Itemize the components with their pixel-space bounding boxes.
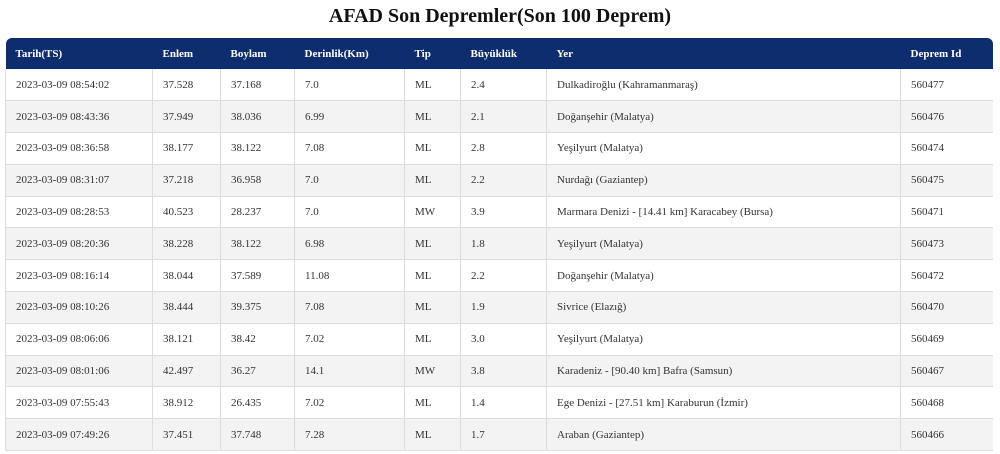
cell-event-id: 560471 [901, 196, 994, 228]
cell-depth: 7.0 [295, 69, 405, 101]
cell-latitude: 38.177 [153, 133, 221, 165]
cell-date: 2023-03-09 08:54:02 [6, 69, 153, 101]
cell-location: Yeşilyurt (Malatya) [547, 228, 901, 260]
cell-date: 2023-03-09 08:16:14 [6, 260, 153, 292]
table-row[interactable] [6, 228, 994, 260]
cell-location: Marmara Denizi - [14.41 km] Karacabey (Bursa) [547, 196, 901, 228]
column-header-type[interactable]: Tip [414, 47, 431, 60]
cell-depth: 14.1 [295, 355, 405, 387]
table-row[interactable] [6, 101, 994, 133]
cell-longitude: 38.122 [221, 133, 295, 165]
cell-depth: 11.08 [295, 260, 405, 292]
cell-date: 2023-03-09 07:49:26 [6, 419, 153, 451]
earthquake-table [5, 38, 993, 451]
cell-event-id: 560474 [901, 133, 994, 165]
cell-magnitude: 1.8 [461, 228, 547, 260]
cell-type: ML [405, 101, 461, 133]
cell-magnitude: 1.4 [461, 387, 547, 419]
cell-magnitude: 1.9 [461, 292, 547, 324]
table-row[interactable] [6, 292, 994, 324]
cell-latitude: 37.451 [153, 419, 221, 451]
cell-latitude: 42.497 [153, 355, 221, 387]
cell-latitude: 37.949 [153, 101, 221, 133]
cell-latitude: 38.228 [153, 228, 221, 260]
column-header-depth[interactable]: Derinlik(Km) [304, 47, 369, 60]
table-row[interactable] [6, 133, 994, 165]
table-row[interactable] [6, 196, 994, 228]
cell-longitude: 37.748 [221, 419, 295, 451]
cell-longitude: 37.589 [221, 260, 295, 292]
cell-location: Ege Denizi - [27.51 km] Karaburun (İzmir) [547, 387, 901, 419]
cell-magnitude: 1.7 [461, 419, 547, 451]
cell-date: 2023-03-09 08:28:53 [6, 196, 153, 228]
cell-longitude: 37.168 [221, 69, 295, 101]
cell-date: 2023-03-09 08:36:58 [6, 133, 153, 165]
cell-event-id: 560473 [901, 228, 994, 260]
cell-event-id: 560476 [901, 101, 994, 133]
table-body [6, 69, 994, 451]
cell-type: MW [405, 196, 461, 228]
cell-longitude: 36.958 [221, 164, 295, 196]
cell-latitude: 37.218 [153, 164, 221, 196]
table-row[interactable] [6, 323, 994, 355]
column-header-latitude[interactable]: Enlem [162, 47, 194, 60]
column-header-event-id[interactable]: Deprem Id [910, 47, 962, 60]
earthquake-table-container[interactable] [5, 38, 993, 454]
cell-magnitude: 2.1 [461, 101, 547, 133]
cell-type: ML [405, 323, 461, 355]
cell-type: ML [405, 292, 461, 324]
cell-event-id: 560469 [901, 323, 994, 355]
cell-location: Yeşilyurt (Malatya) [547, 133, 901, 165]
cell-event-id: 560468 [901, 387, 994, 419]
cell-type: ML [405, 260, 461, 292]
cell-event-id: 560470 [901, 292, 994, 324]
cell-event-id: 560475 [901, 164, 994, 196]
table-header-row [6, 38, 994, 69]
cell-event-id: 560477 [901, 69, 994, 101]
cell-location: Karadeniz - [90.40 km] Bafra (Samsun) [547, 355, 901, 387]
cell-type: MW [405, 355, 461, 387]
cell-depth: 7.0 [295, 164, 405, 196]
cell-location: Yeşilyurt (Malatya) [547, 323, 901, 355]
cell-magnitude: 3.8 [461, 355, 547, 387]
cell-longitude: 38.122 [221, 228, 295, 260]
cell-magnitude: 3.0 [461, 323, 547, 355]
cell-location: Doğanşehir (Malatya) [547, 101, 901, 133]
cell-depth: 7.28 [295, 419, 405, 451]
cell-latitude: 40.523 [153, 196, 221, 228]
cell-event-id: 560466 [901, 419, 994, 451]
cell-longitude: 38.036 [221, 101, 295, 133]
column-header-magnitude[interactable]: Büyüklük [470, 47, 517, 60]
table-row[interactable] [6, 419, 994, 451]
cell-magnitude: 2.2 [461, 260, 547, 292]
cell-depth: 6.99 [295, 101, 405, 133]
table-row[interactable] [6, 164, 994, 196]
cell-location: Doğanşehir (Malatya) [547, 260, 901, 292]
cell-event-id: 560467 [901, 355, 994, 387]
cell-latitude: 38.444 [153, 292, 221, 324]
cell-latitude: 38.912 [153, 387, 221, 419]
column-header-date[interactable]: Tarih(TS) [15, 47, 63, 60]
cell-longitude: 39.375 [221, 292, 295, 324]
cell-depth: 7.08 [295, 292, 405, 324]
cell-longitude: 38.42 [221, 323, 295, 355]
cell-location: Dulkadiroğlu (Kahramanmaraş) [547, 69, 901, 101]
table-row[interactable] [6, 355, 994, 387]
cell-depth: 7.08 [295, 133, 405, 165]
cell-type: ML [405, 419, 461, 451]
cell-magnitude: 2.2 [461, 164, 547, 196]
cell-date: 2023-03-09 08:06:06 [6, 323, 153, 355]
cell-depth: 7.02 [295, 387, 405, 419]
cell-date: 2023-03-09 08:01:06 [6, 355, 153, 387]
cell-date: 2023-03-09 08:31:07 [6, 164, 153, 196]
cell-latitude: 37.528 [153, 69, 221, 101]
cell-location: Sivrice (Elazığ) [547, 292, 901, 324]
cell-date: 2023-03-09 07:55:43 [6, 387, 153, 419]
cell-depth: 6.98 [295, 228, 405, 260]
cell-longitude: 36.27 [221, 355, 295, 387]
cell-type: ML [405, 164, 461, 196]
cell-magnitude: 2.4 [461, 69, 547, 101]
cell-type: ML [405, 228, 461, 260]
table-row[interactable] [6, 69, 994, 101]
cell-type: ML [405, 69, 461, 101]
page-title: AFAD Son Depremler(Son 100 Deprem) [328, 5, 672, 27]
cell-magnitude: 2.8 [461, 133, 547, 165]
table-row[interactable] [6, 260, 994, 292]
column-header-longitude[interactable]: Boylam [230, 47, 267, 60]
cell-longitude: 28.237 [221, 196, 295, 228]
cell-location: Nurdağı (Gaziantep) [547, 164, 901, 196]
column-header-location[interactable]: Yer [556, 47, 573, 60]
cell-date: 2023-03-09 08:20:36 [6, 228, 153, 260]
cell-location: Araban (Gaziantep) [547, 419, 901, 451]
cell-depth: 7.0 [295, 196, 405, 228]
table-row[interactable] [6, 387, 994, 419]
cell-latitude: 38.044 [153, 260, 221, 292]
cell-type: ML [405, 387, 461, 419]
cell-event-id: 560472 [901, 260, 994, 292]
cell-type: ML [405, 133, 461, 165]
cell-date: 2023-03-09 08:10:26 [6, 292, 153, 324]
cell-magnitude: 3.9 [461, 196, 547, 228]
cell-latitude: 38.121 [153, 323, 221, 355]
cell-depth: 7.02 [295, 323, 405, 355]
cell-date: 2023-03-09 08:43:36 [6, 101, 153, 133]
cell-longitude: 26.435 [221, 387, 295, 419]
